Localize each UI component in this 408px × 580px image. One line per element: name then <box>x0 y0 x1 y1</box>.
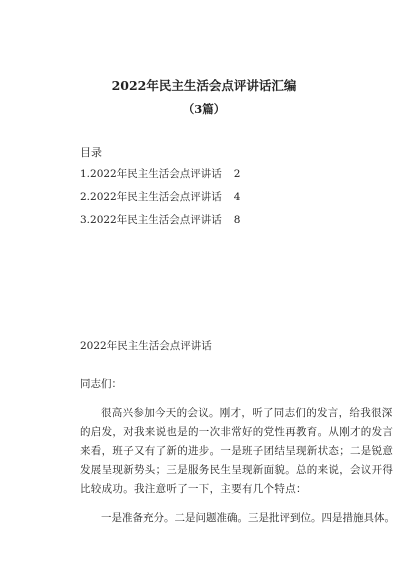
toc-item-page: 8 <box>233 214 241 226</box>
toc-item-page: 4 <box>233 191 241 203</box>
greeting: 同志们： <box>80 378 122 390</box>
paragraph-line: 发展呈现新势头；三是服务民生呈现新面貌。总的来说，会议开得 <box>80 464 394 476</box>
toc-item[interactable] <box>80 190 240 213</box>
body-paragraph <box>80 404 394 499</box>
paragraph-line: 来看，班子又有了新的进步。一是班子团结呈现新状态；二是锐意 <box>80 445 394 457</box>
toc-item-label: 1.2022年民主生活会点评讲话 <box>80 168 222 180</box>
document-subtitle: （3篇） <box>182 102 226 116</box>
paragraph-line: 的启发，对我来说也是的一次非常好的党性再教育。从刚才的发言 <box>80 426 394 438</box>
toc-heading: 目录 <box>80 146 102 159</box>
toc-item[interactable] <box>80 167 240 190</box>
section-title: 2022年民主生活会点评讲话 <box>80 340 212 352</box>
body-paragraph: 一是准备充分。二是问题准确。三是批评到位。四是措施具体。 <box>101 512 395 524</box>
paragraph-line: 比较成功。我注意听了一下，主要有几个特点： <box>80 483 307 495</box>
toc-item-label: 2.2022年民主生活会点评讲话 <box>80 191 222 203</box>
toc-item-page: 2 <box>233 168 241 180</box>
document-title: 2022年民主生活会点评讲话汇编 <box>111 78 297 93</box>
paragraph-line: 很高兴参加今天的会议。刚才，听了同志们的发言，给我很深 <box>101 407 393 419</box>
toc-item-label: 3.2022年民主生活会点评讲话 <box>80 214 222 226</box>
table-of-contents <box>80 167 240 236</box>
toc-item[interactable] <box>80 213 240 236</box>
